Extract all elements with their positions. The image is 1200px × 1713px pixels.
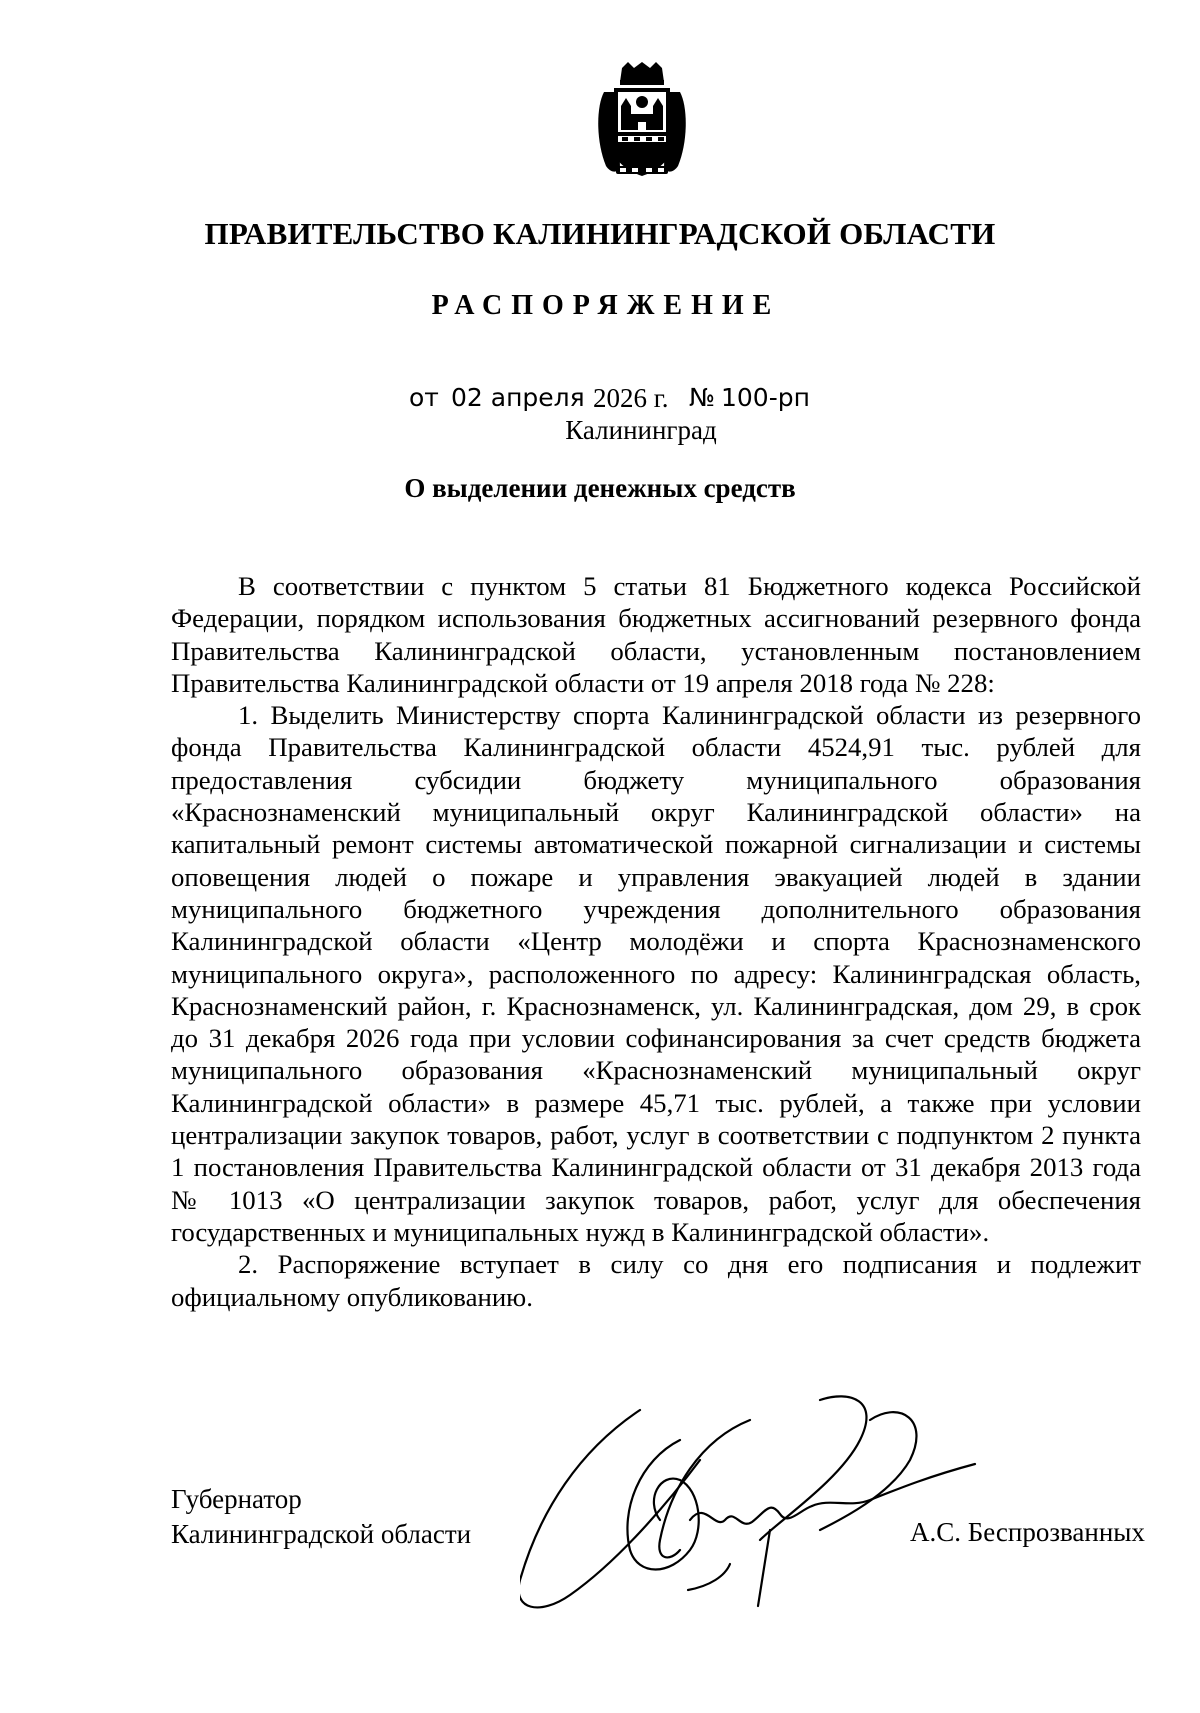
- registration-year: 2026 г.: [593, 383, 669, 413]
- signer-position-line-2: Калининградской области: [171, 1519, 472, 1549]
- registration-number: 100-рп: [721, 383, 810, 412]
- handwritten-signature: [520, 1380, 980, 1630]
- item-1-paragraph: 1. Выделить Министерству спорта Калининградской области из резервного фонда Правительства Калининградской области 4524,91 тыс. рублей для предоставления субсидии бюджету муниципального образования «Краснознаменский муниципальный округ Калининградской области» на капитальный ремонт системы автоматической пожарной сигнализации и системы оповещения людей о пожаре и управления эвакуацией людей в здании муниципального бюджетного учреждения дополнительного образования Калининградской области «Центр молодёжи и спорта Краснознаменского муниципального округа», расположенного по адресу: Калининградская область, Краснознаменский район, г. Краснознаменск, ул. Калининградская, дом 29, в срок до 31 декабря 2026 года при условии софинансирования за счет средств бюджета муниципального образования «Краснознаменский муниципальный округ Калининградской области» в размере 45,71 тыс. рублей, а также при условии централизации закупок товаров, работ, услуг в соответствии с подпунктом 2 пункта 1 постановления Правительства Калининградской области от 31 декабря 2013 года № 1013 «О централизации закупок товаров, работ, услуг для обеспечения государственных и муниципальных нужд в Калининградской области».: [171, 700, 1141, 1247]
- number-sign: №: [689, 383, 716, 412]
- kaliningrad-coat-of-arms-icon: [594, 62, 690, 182]
- document-type: РАСПОРЯЖЕНИЕ: [431, 290, 781, 321]
- preamble-paragraph: В соответствии с пунктом 5 статьи 81 Бюджетного кодекса Российской Федерации, порядком использования бюджетных ассигнований резервного фонда Правительства Калининградской области, установленным постановлением Правительства Калининградской области от 19 апреля 2018 года № 228:: [171, 571, 1141, 698]
- date-prefix: от: [409, 383, 439, 412]
- item-2-paragraph: 2. Распоряжение вступает в силу со дня его подписания и подлежит официальному опубликованию.: [171, 1249, 1141, 1312]
- registration-date: 02 апреля: [451, 383, 585, 412]
- signer-position-line-1: Губернатор: [171, 1484, 302, 1514]
- city: Калининград: [565, 415, 717, 445]
- document-subject: О выделении денежных средств: [404, 473, 796, 503]
- signer-position: [171, 1482, 471, 1552]
- government-title: ПРАВИТЕЛЬСТВО КАЛИНИНГРАДСКОЙ ОБЛАСТИ: [204, 216, 996, 251]
- signer-name: А.С. Беспрозванных: [910, 1517, 1145, 1547]
- document-body: [171, 570, 1141, 1313]
- registration-line: [409, 383, 889, 417]
